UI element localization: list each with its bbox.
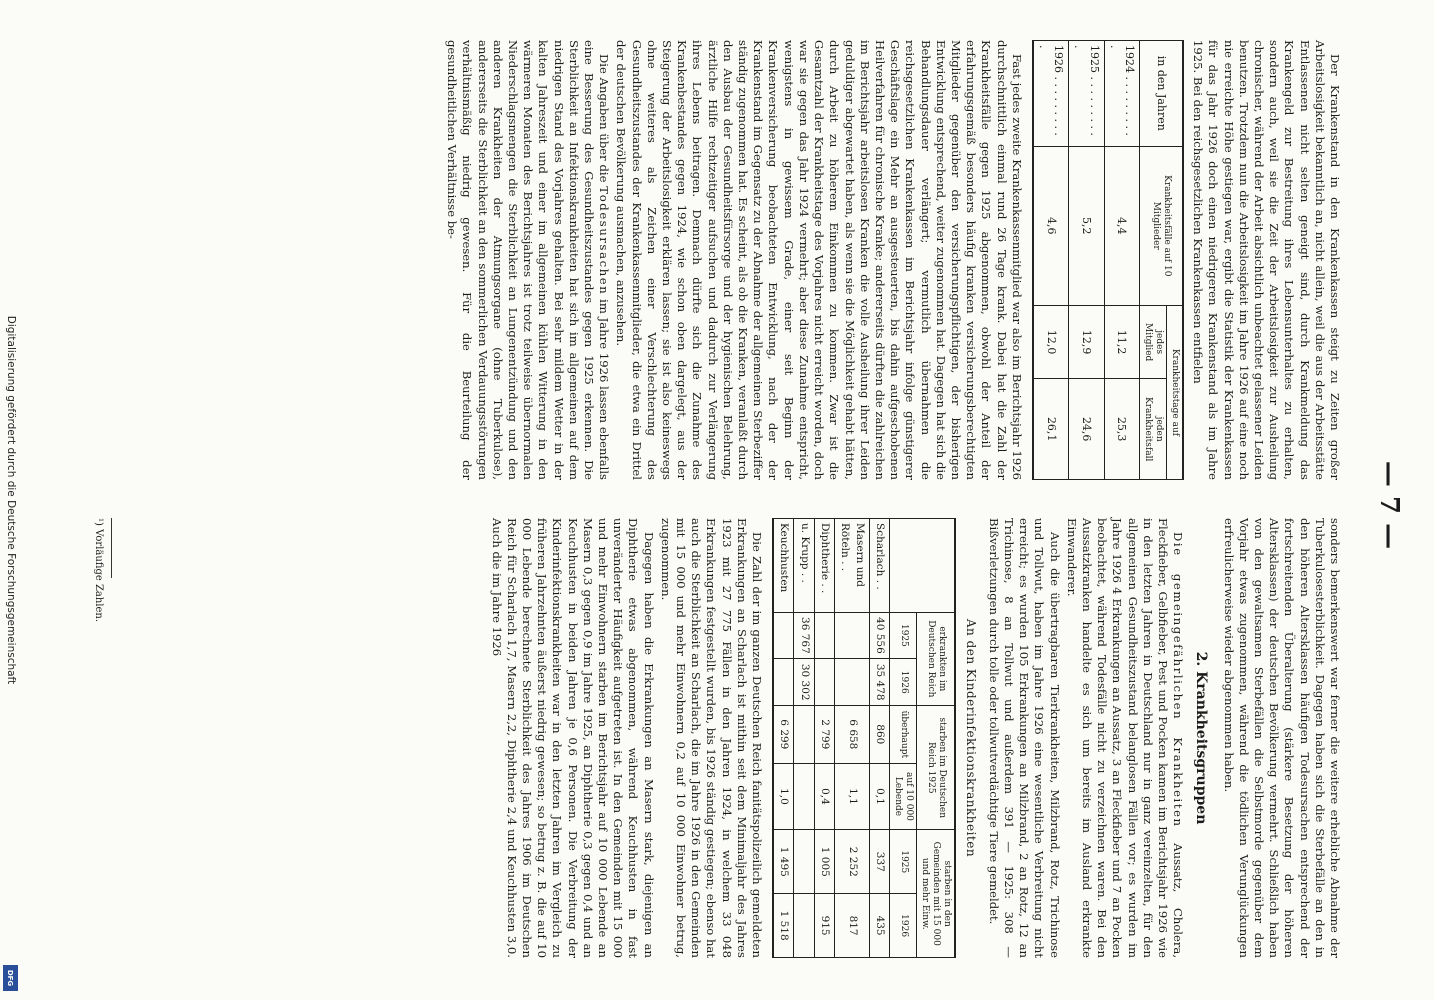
paragraph-tuberkulose: sonders bemerkenswert war ferner die weitere erhebliche Abnahme der Tuberkulosesterblichkeit. Dagegen haben sich die Sterbefälle an den in den höheren Altersklassen häufigen Todesursachen entsprechend der fortschreitenden Überalterung (stärkere Besetzung der höheren Altersklassen) der deutschen Bevölkerung vermehrt. Schließlich haben von den gewaltsamen Sterbefällen die Selbstmorde gegenüber dem Vorjahr etwas zugenommen, während die tödlichen Verunglückungen erfreulicherweise wieder abgenommen haben. [1221, 518, 1342, 958]
table-row [1033, 41, 1069, 480]
todesursachen-rest: im Jahre 1926 lassen ebenfalls eine Besserung des Gesundheitszustandes gegen 1925 erkennen. Die Sterblichkeit an Infektionskrankheiten hat sich im allgemeinen auf dem niedrigen Stand des Vorjahres gehalten. Bei sehr mildem Wetter in der kalten Jahreszeit und einer im allgemeinen kühlen Witterung in den wärmeren Monaten des Berichtsjahres ist trotz teilweise übernormalen Niederschlagsmengen die Sterblichkeit an Lungenentzündung und den anderen Krankheiten der Atmungsorgane (ohne Tuberkulose), andererseits die Sterblichkeit an den sommerlichen Verdauungsstörungen verhältnismäßig niedrig gewesen. Für die Beurteilung der gesundheitlichen Verhältnisse be- [445, 40, 612, 481]
page-content [74, 40, 1404, 970]
digitization-credit-text: Digitalisierung gefördert durch die Deutsche Forschungsgemeinschaft [5, 315, 17, 685]
table-cell: 817 [834, 894, 869, 958]
section-heading-krankheitsgruppen: 2. Krankheitsgruppen [1193, 651, 1210, 825]
table-row [1069, 41, 1104, 480]
table-cell: 1 005 [814, 830, 834, 894]
table-header-jahre: in den Jahren [1139, 41, 1183, 147]
table-cell: 1,1 [834, 763, 869, 830]
paragraph-todesursachen [444, 40, 611, 480]
todesursachen-lead: Die Angaben über die [597, 54, 612, 183]
table-cell: 26,1 [1033, 379, 1069, 480]
table-cell: 2 799 [814, 706, 834, 763]
table-cell: 0,1 [870, 763, 890, 830]
table-cell: 915 [814, 894, 834, 958]
table-cell [794, 763, 814, 830]
paragraph-gemeingefaehrlich [1064, 518, 1186, 958]
table-cell [834, 612, 869, 659]
table-cell [834, 659, 869, 706]
table-header-starben-reich: starben im Deutschen Reich 1925 [917, 706, 956, 830]
subheading-kinderinfektion: An den Kinderinfektionskrankheiten [963, 618, 978, 858]
table-header-erkrankten: erkrankten im Deutschen Reich [917, 612, 956, 706]
table-header-ueberhaupt: überhaupt [890, 706, 917, 763]
footnote-rule [111, 518, 112, 578]
digitization-credit-strip [0, 0, 22, 1000]
dfg-logo-text: DFG [6, 969, 15, 987]
krankenstand-table [1032, 40, 1184, 480]
table-cell: 30 302 [794, 659, 814, 706]
page-number: — 7 — [1374, 460, 1404, 550]
left-column [442, 40, 1342, 480]
table-cell-year: 1924 . . . . . . . . . . [1104, 41, 1139, 147]
table-header-1925: 1925 [890, 830, 917, 894]
table-cell: 11,2 [1104, 305, 1139, 378]
table-row [1104, 41, 1139, 480]
table-header-1926: 1926 [890, 659, 917, 706]
table-cell: 35 478 [870, 659, 890, 706]
table-cell: 435 [870, 894, 890, 958]
table-cell: 4,4 [1104, 146, 1139, 305]
right-column [486, 518, 1342, 958]
kinderinfektion-table [772, 518, 956, 958]
table-cell-label: Masern und Röteln . . [834, 519, 869, 613]
table-cell: 40 556 [870, 612, 890, 659]
table-cell-year: 1925 . . . . . . . . . . [1069, 41, 1104, 147]
table-row [773, 519, 794, 958]
table-cell-label: u. Krupp . . [794, 519, 814, 613]
table-row [870, 519, 890, 958]
table-cell [794, 894, 814, 958]
table-cell: 1 518 [773, 894, 794, 958]
table-header-1925: 1925 [890, 612, 917, 659]
table-cell [794, 706, 814, 763]
table-cell: 6 299 [773, 706, 794, 763]
footnote: ¹) Vorläufige Zahlen. [93, 518, 104, 623]
gemeingefaehrlich-term: Die gemeingefährlichen Krankheiten [1171, 532, 1186, 828]
table-cell: 25,3 [1104, 379, 1139, 480]
table-cell [794, 830, 814, 894]
table-header-mitglied: jedes Mitglied [1139, 305, 1166, 378]
todesursachen-term: Todesursachen [597, 186, 612, 296]
table-cell: 2 252 [834, 830, 869, 894]
table-cell [773, 612, 794, 659]
table-cell: 0,4 [814, 763, 834, 830]
table-cell: 1,0 [773, 763, 794, 830]
table-row [814, 519, 834, 958]
table-cell-label: Keuchhusten [773, 519, 794, 613]
table-header-starben-gemeinden: starben in den Gemeinden mit 15 000 und mehr Einw. [917, 830, 956, 958]
paragraph-krankenkassenmitglied: Fast jedes zweite Krankenkassenmitglied war also im Berichtsjahr 1926 durchschnittlich einmal rund 26 Tage krank. Dabei hat die Zahl der Krankheitsfälle gegen 1925 abgenommen, obwohl der Anteil der erfahrungsgemäß besonders häufig kranken versicherungsberechtigten Mitglieder gegenüber den versicherungspflichtigen, der bisherigen Entwicklung entsprechend, weiter zugenommen hat. Dagegen hat sich die Behandlungsdauer verlängert; vermutlich übernahmen die reichsgesetzlichen Krankenkassen im Berichtsjahr infolge günstigerer Geschäftslage ein Mehr an ausgesteuerten, bis dahin aufgeschobenen Heilverfahren für chronische Kranke; andererseits dürften die zahlreichen im Berichtsjahr arbeitslosen Kranken die volle Ausheilung ihrer Leiden geduldiger abgewartet haben, als wenn sie die Möglichkeit gehabt hätten, durch Arbeit zu höherem Einkommen zu kommen. Zwar ist die Gesamtzahl der Krankheitstage des Vorjahres nicht erreicht worden, doch war sie gegen das Jahr 1924 vermehrt; aber diese Zunahme entspricht, wenigstens in gewissem Grade, einer seit Beginn der Krankenversicherung beobachteten Entwicklung, nach der der Krankenstand im Gegensatz zu der Abnahme der allgemeinen Sterbeziffer ständig zugenommen hat. Es scheint, als ob die Kranken, veranlaßt durch den Ausbau der Gesundheitsfürsorge und der hygienischen Belehrung, ärztliche Hilfe rechtzeitiger aufsuchen und dadurch zur Verlängerung ihres Lebens beitragen. Demnach dürfte sich die Zunahme des Krankenbestandes gegen 1924, wie schon oben dargelegt, aus der Steigerung der Arbeitslosigkeit erklären lassen; sie ist also keineswegs ohne weiteres als Zeichen einer Verschlechterung des Gesundheitszustandes der Krankenkassenmitglieder, die etwa ein Drittel der deutschen Bevölkerung ausmachen, anzusehen. [614, 40, 1024, 480]
table-cell: 1 495 [773, 830, 794, 894]
paragraph-krankenstand: Der Krankenstand in den Krankenkassen steigt zu Zeiten großer Arbeitslosigkeit bekanntlich an, nicht allein, weil die aus der Arbeitsstätte Entlassenen nicht selten geneigt sind, durch Krankmeldung das Krankengeld zur Bestreitung ihres Lebensunterhaltes zu erhalten, sondern auch, weil sie die Zeit der Arbeitslosigkeit zur Ausheilung chronischer, während der Arbeit absichtlich unbeachtet gelassener Leiden benutzen. Trotzdem nun die Arbeitslosigkeit im Jahre 1926 auf eine noch nie erreichte Höhe gestiegen war, ergibt die Statistik der Krankenkassen für das Jahr 1926 doch einen niedrigeren Krankenstand als im Jahre 1925. Bei den reichsgesetzlichen Krankenkassen entfielen [1191, 40, 1342, 480]
table-cell: 12,9 [1069, 305, 1104, 378]
table-cell: 36 767 [794, 612, 814, 659]
paragraph-tierkrankheiten: Auch die übertragbaren Tierkrankheiten, Milzbrand, Rotz, Trichinose und Tollwut, haben im Jahre 1926 eine wesentliche Verbreitung nicht erreicht; es wurden 105 Erkrankungen an Milzbrand, 2 an Rotz, 12 an Trichinose, 8 an Tollwut und außerdem 391 — 1925: 308 — Bißverletzungen durch tolle oder tollwutverdächtige Tiere gemeldet. [986, 518, 1062, 958]
table-cell-label: Diphtherie . . [814, 519, 834, 613]
table-cell-year: 1926 . . . . . . . . . . [1033, 41, 1069, 147]
table-cell: 337 [870, 830, 890, 894]
paragraph-scharlach: Die Zahl der im ganzen Deutschen Reich fanitätspolizeilich gemeldeten Erkrankungen an Scharlach ist mithin seit dem Minimaljahr des Jahres 1923 mit 27 775 Fällen in den Jahren 1924, in welchem 33 048 Erkrankungen festgestellt wurden, bis 1926 ständig gestiegen; ebenso hat auch die Sterblichkeit an Scharlach, die im Jahre 1926 in den Gemeinden mit 15 000 und mehr Einwohnern 0,2 auf 10 000 Einwohner betrug, zugenommen. [658, 518, 765, 958]
table-cell [773, 659, 794, 706]
table-cell [814, 659, 834, 706]
table-cell: 6 658 [834, 706, 869, 763]
table-header-tage: Krankheitstage auf [1166, 305, 1183, 479]
table-row [794, 519, 814, 958]
table-cell: 24,6 [1069, 379, 1104, 480]
table-header-blank [890, 519, 956, 613]
table-header-auf-10000: auf 10 000 Lebende [890, 763, 917, 830]
dfg-logo-icon [3, 965, 18, 991]
table-cell: 12,0 [1033, 305, 1069, 378]
table-cell: 860 [870, 706, 890, 763]
table-header-krankheitsfall: jeden Krankheitsfall [1139, 379, 1166, 480]
table-header-faelle: Krankheitsfälle auf 10 Mitglieder [1139, 146, 1183, 305]
table-row [834, 519, 869, 958]
table-header-1926: 1926 [890, 894, 917, 958]
gemeingefaehrlich-rest: Aussatz, Cholera, Fleckfieber, Gelbfieber, Pest und Pocken kamen im Berichtsjahr 1926 wie in den letzten Jahren in Deutschland nur in ganz vereinzelten, für den allgemeinen Gesundheitszustand belanglosen Fällen vor; es wurden im Jahre 1926 4 Erkrankungen an Aussatz, 3 an Fleckfieber und 7 an Pocken beobachtet, während Todesfälle nicht zu verzeichnen waren. Bei den Aussatzkranken handelte es sich um bereits im Ausland erkrankte Einwanderer. [1064, 518, 1186, 959]
table-cell-label: Scharlach . . [870, 519, 890, 613]
table-cell: 5,2 [1069, 146, 1104, 305]
paragraph-masern-diphtherie: Dagegen haben die Erkrankungen an Masern stark, diejenigen an Diphtherie etwas abgenommen, während Keuchhusten in fast unveränderter Häufigkeit aufgetreten ist. In den Gemeinden mit 15 000 und mehr Einwohnern starben im Berichtsjahr auf 10 000 Lebende an Masern 0,3 gegen 0,9 im Jahre 1925, an Diphtherie 0,3 gegen 0,4 und an Keuchhusten in beiden Jahren je 0,6 Personen. Die Verbreitung der Kinderinfektionskrankheiten war in den letzten Jahren im Vergleich zu früheren Jahrzehnten äußerst niedrig gewesen; so betrug z. B. die auf 10 000 Lebende berechnete Sterblichkeit des Jahres 1906 im Deutschen Reich für Scharlach 1,7, Masern 2,2, Diphtherie 2,4 und Keuchhusten 3,0. Auch die im Jahre 1926 [489, 518, 656, 958]
table-cell [814, 612, 834, 659]
table-cell: 4,6 [1033, 146, 1069, 305]
